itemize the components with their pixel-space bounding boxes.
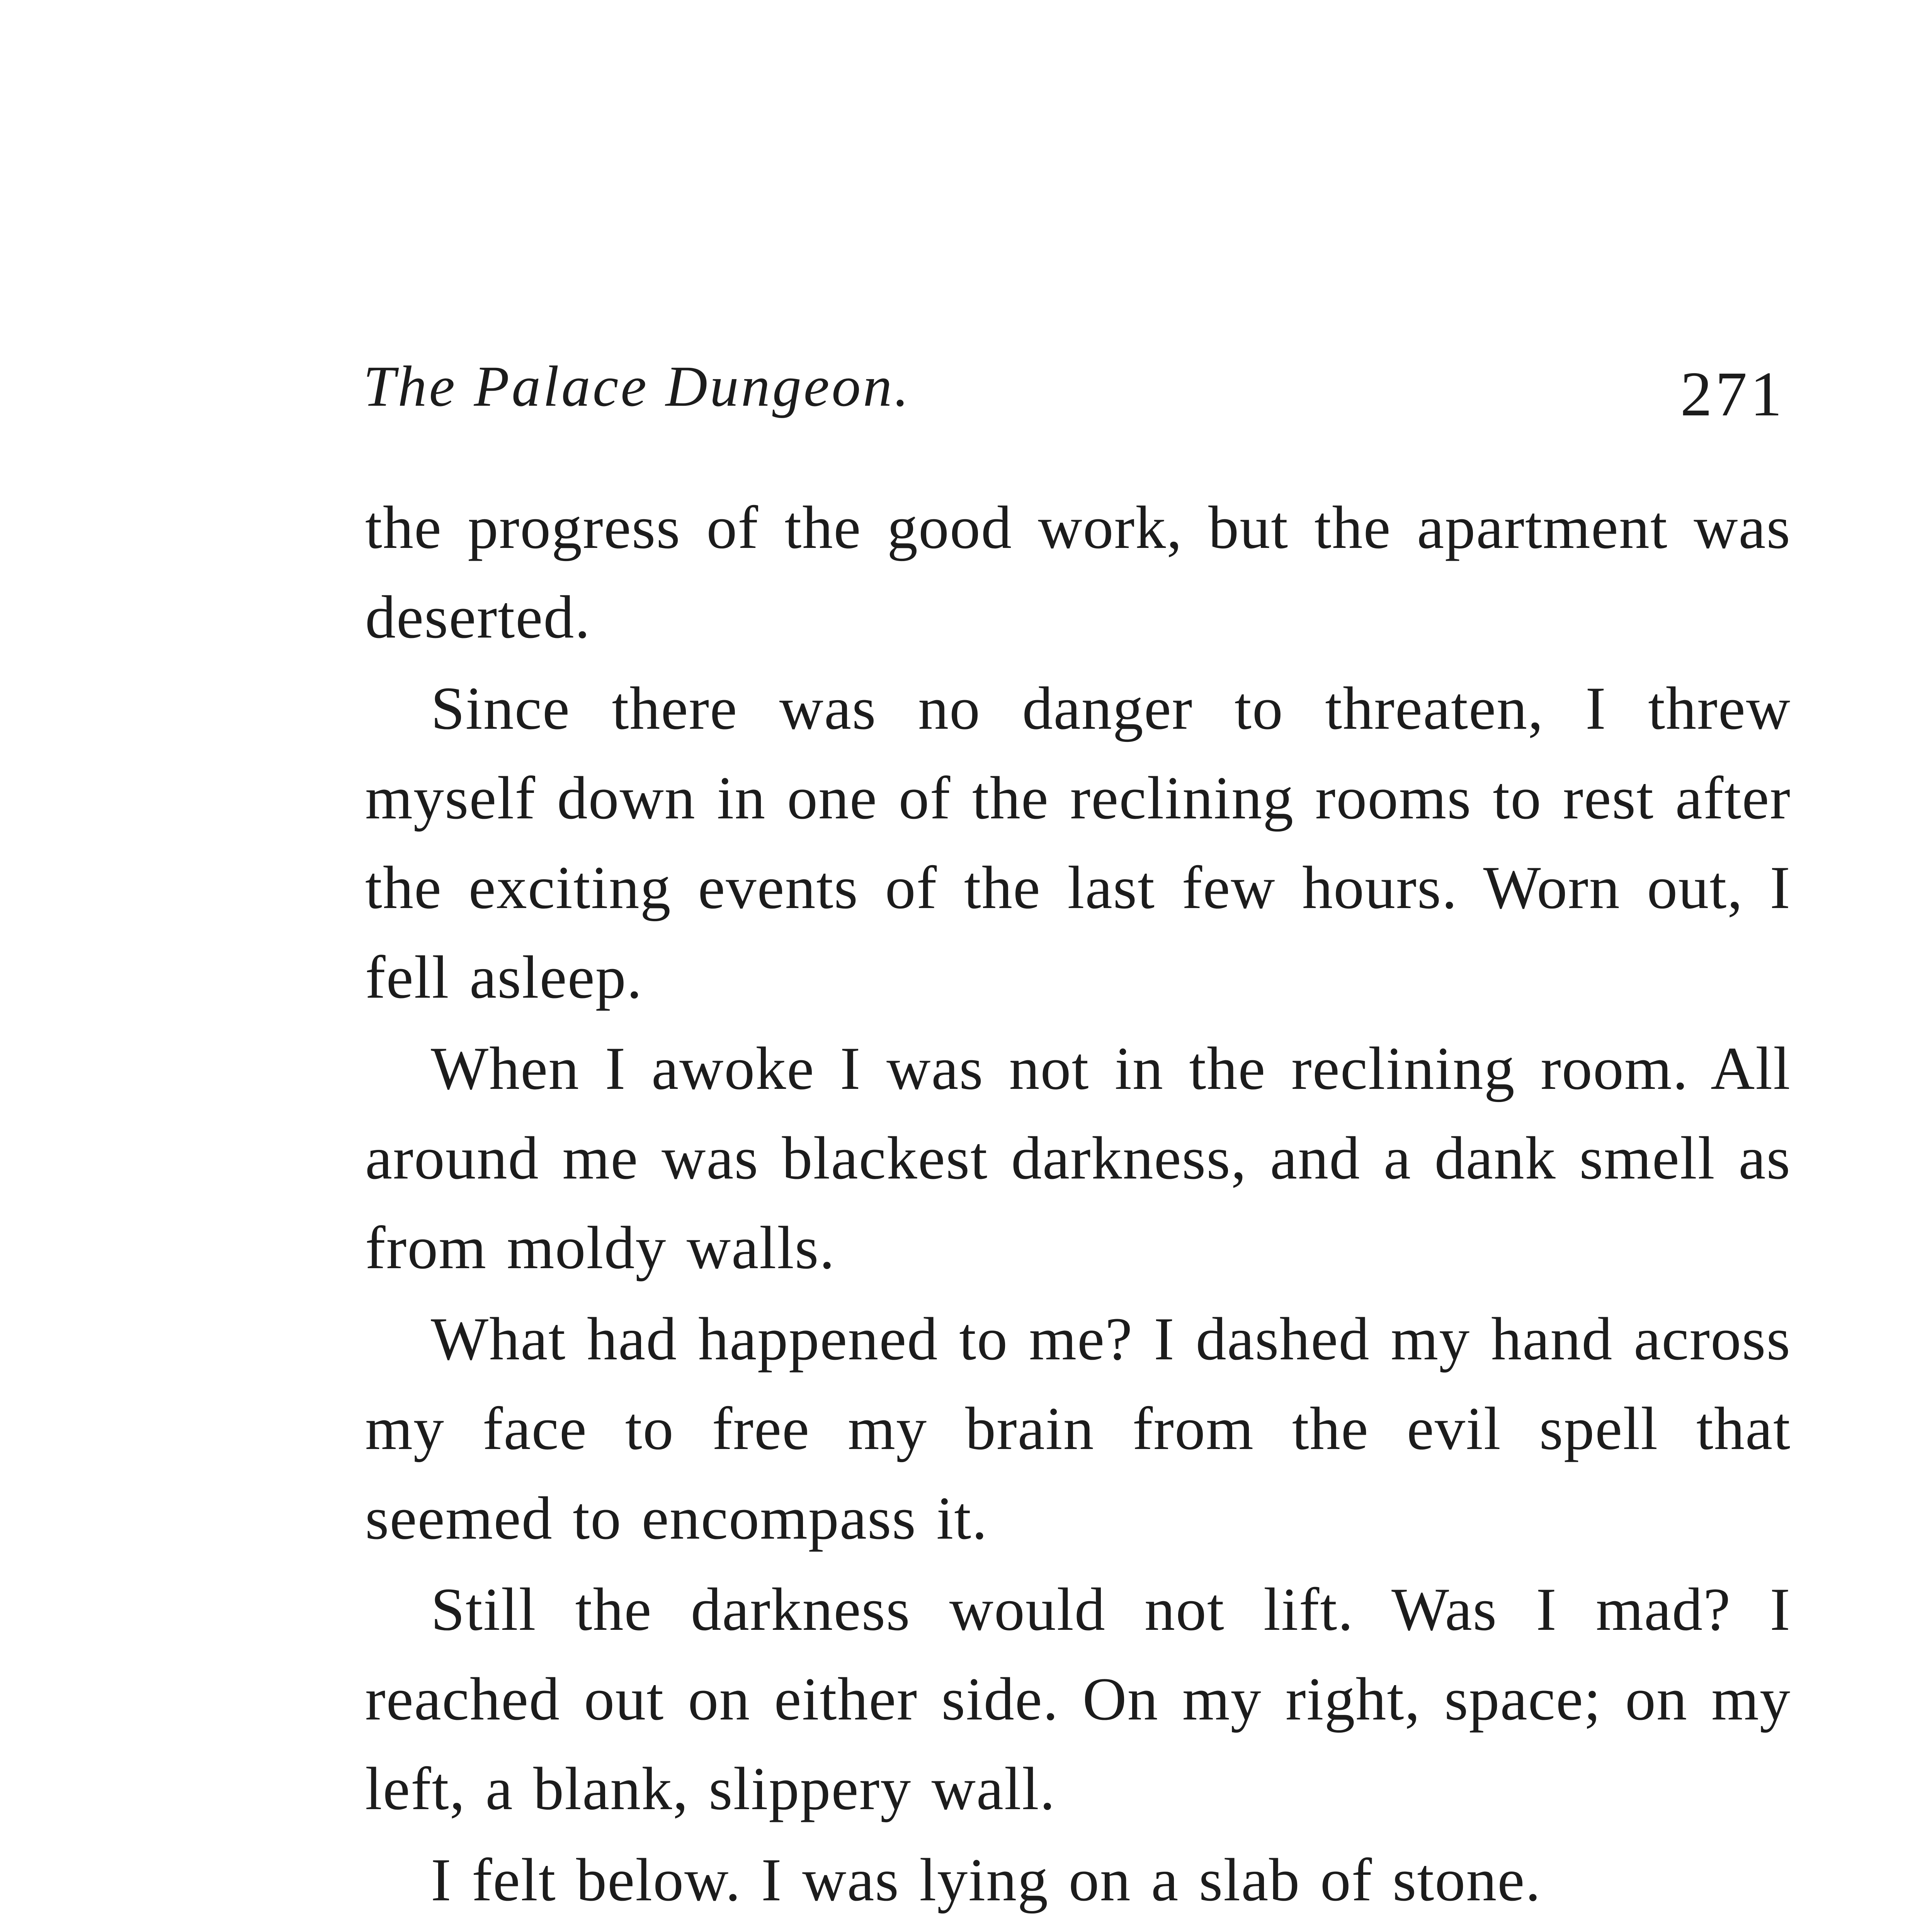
page-number: 271 bbox=[1680, 359, 1785, 429]
paragraph: Since there was no danger to threaten, I threw myself down in one of the reclining rooms to rest after the exciting events of the last few hours. Worn out, I fell asleep. bbox=[365, 675, 1791, 1011]
paragraph bbox=[365, 1927, 1791, 1932]
running-title: The Palace Dungeon. bbox=[363, 354, 911, 418]
body-text bbox=[365, 483, 1791, 1932]
paragraph: I felt below. I was lying on a slab of stone. bbox=[431, 1846, 1541, 1914]
running-head bbox=[363, 348, 1785, 440]
paragraph: Still the darkness would not lift. Was I mad? I reached out on either side. On my right, space; on my left, a blank, slippery wall. bbox=[365, 1576, 1791, 1823]
paragraph: What had happened to me? I dashed my hand across my face to free my brain from the evil spell that seemed to encompass it. bbox=[365, 1305, 1791, 1552]
paragraph: When I awoke I was not in the reclining room. All around me was blackest darkness, and a dank smell as from moldy walls. bbox=[365, 1035, 1791, 1282]
paragraph: the progress of the good work, but the apartment was deserted. bbox=[365, 494, 1791, 651]
